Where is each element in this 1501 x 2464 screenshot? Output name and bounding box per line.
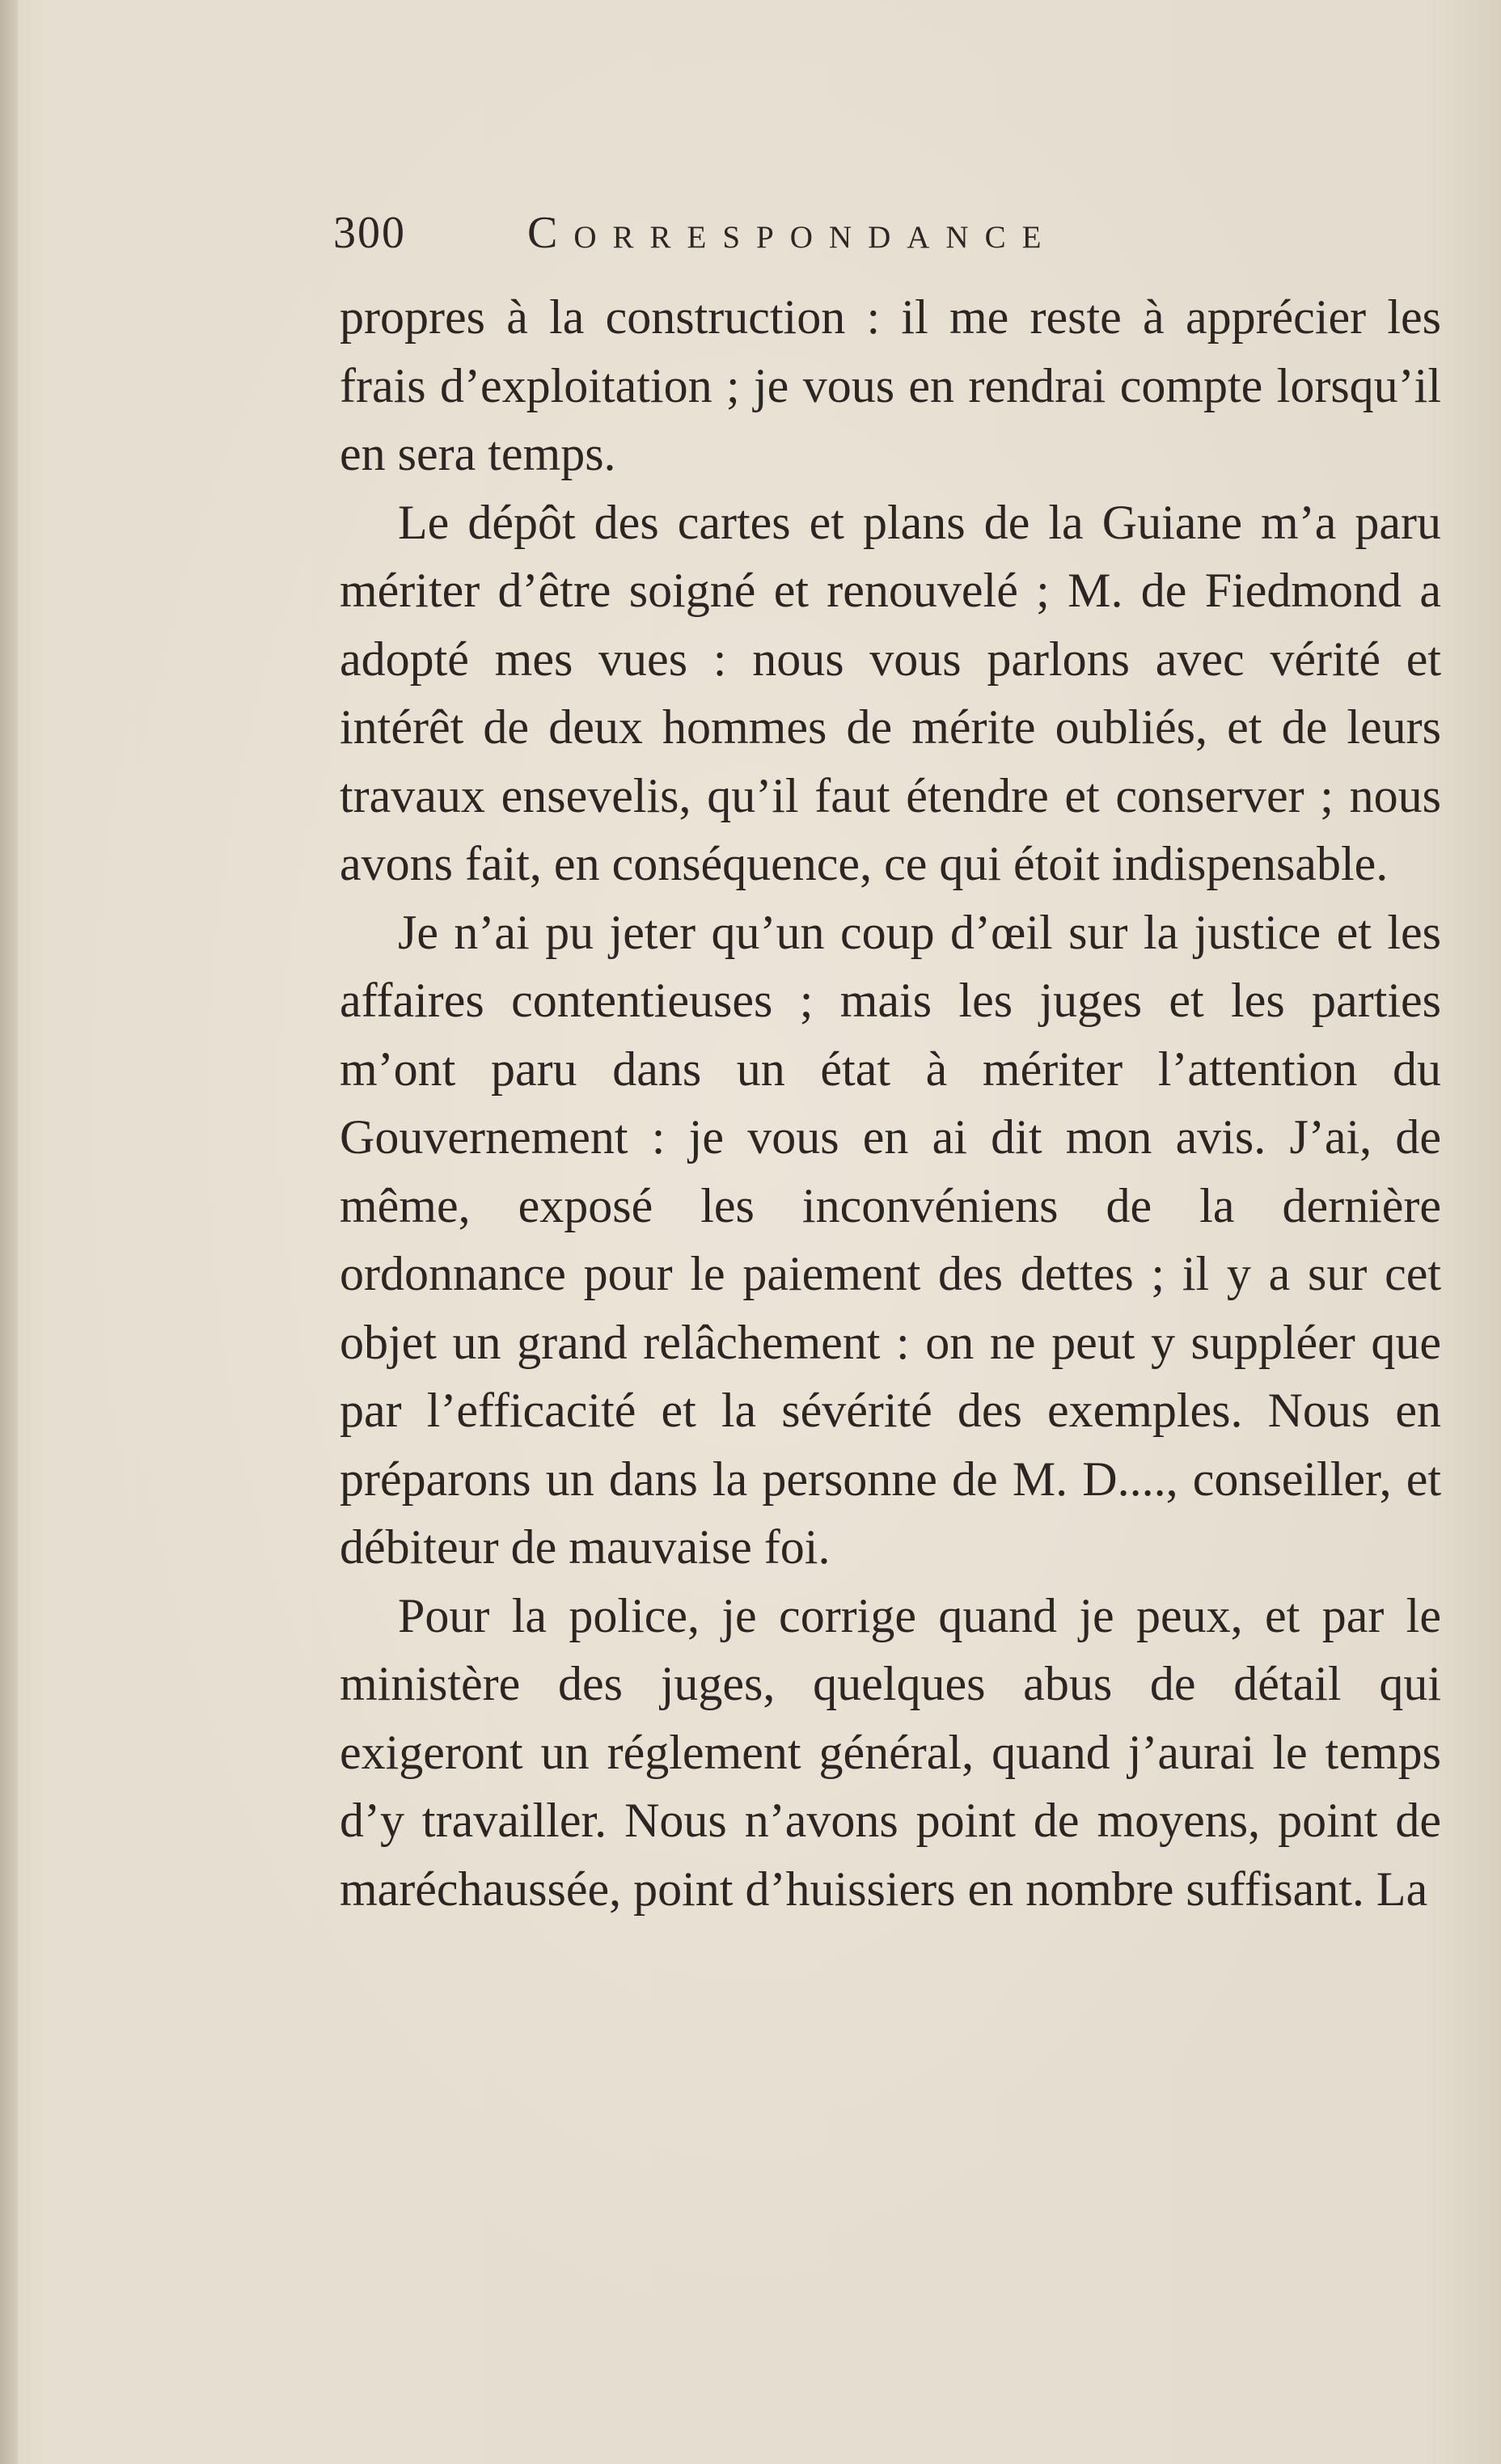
page-gutter-edge: [0, 0, 18, 2464]
paragraph-continuation: propres à la construction : il me reste à apprécier les frais d’exploitation ; je vous en rendrai compte lorsqu’il en sera temps.: [340, 290, 1441, 480]
running-head: [333, 202, 1304, 267]
paragraph-maps-depot: Le dépôt des cartes et plans de la Guiane m’a paru mériter d’être soigné et renouvelé ; M. de Fiedmond a adopté mes vues : nous vous parlons avec vérité et intérêt de deux hommes de mérite oubliés, et de leurs travaux ensevelis, qu’il faut étendre et conserver ; nous avons fait, en conséquence, ce qui étoit indispensable.: [340, 495, 1441, 890]
page-number: 300: [333, 208, 406, 258]
running-title: Correspondance: [527, 208, 1058, 258]
paragraph-police: Pour la police, je corrige quand je peux, et par le ministère des juges, quelques abus de détail qui exigeront un réglement général, quand j’aurai le temps d’y travailler. Nous n’avons point de moyens, point de maréchaussée, point d’huissiers en nombre suffisant. La: [340, 1588, 1441, 1916]
paragraph-justice: Je n’ai pu jeter qu’un coup d’œil sur la justice et les affaires contentieuses ; mais les juges et les parties m’ont paru dans un état à mériter l’attention du Gouvernement : je vous en ai dit mon avis. J’ai, de même, exposé les inconvéniens de la dernière ordonnance pour le paiement des dettes ; il y a sur cet objet un grand relâchement : on ne peut y suppléer que par l’efficacité et la sévérité des exemples. Nous en préparons un dans la personne de M. D...., conseiller, et débiteur de mauvaise foi.: [340, 905, 1441, 1574]
body-text: [340, 283, 1441, 1923]
